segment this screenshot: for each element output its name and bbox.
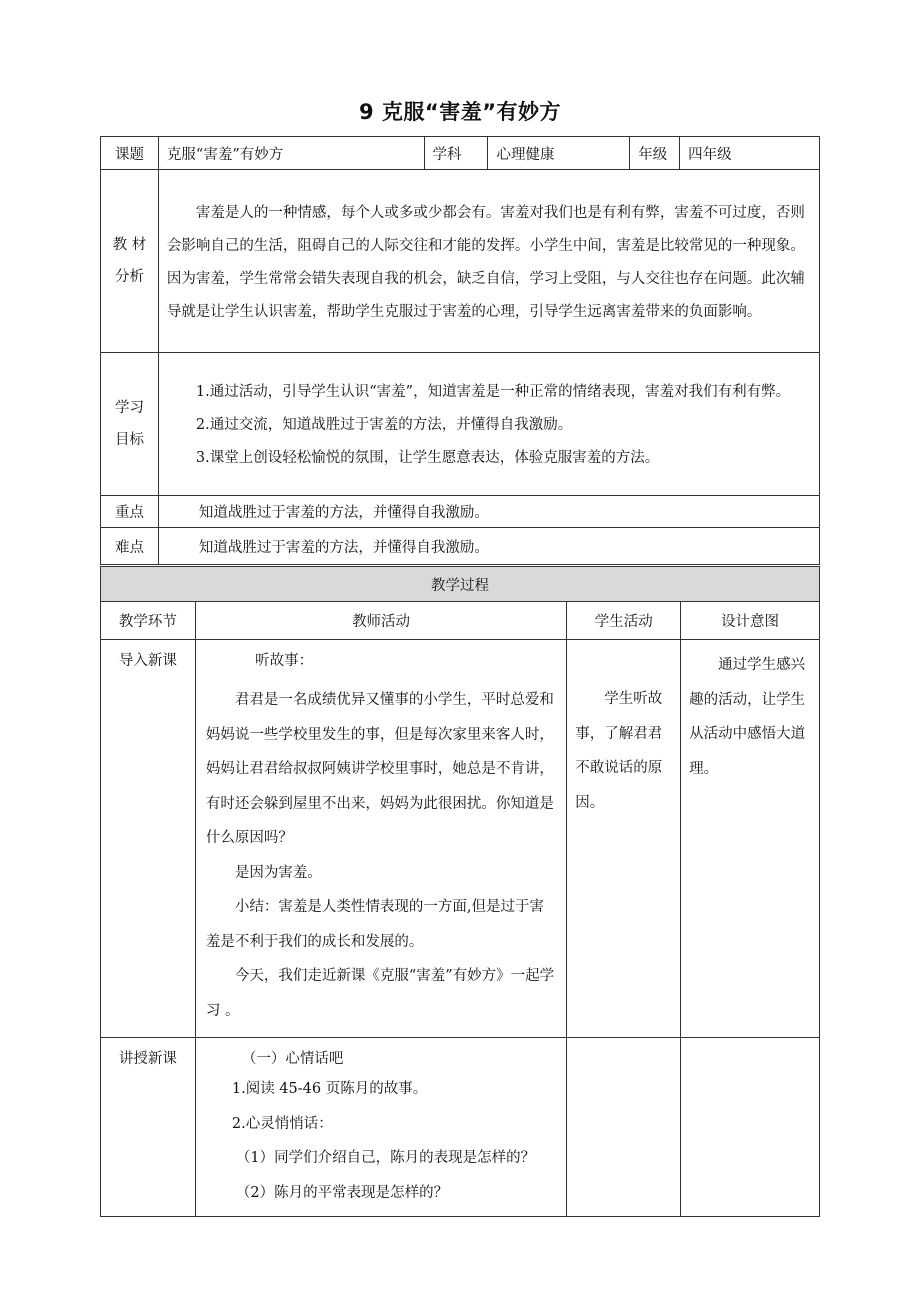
student-activity-cell xyxy=(567,640,681,1038)
analysis-label-line1: 教 材 xyxy=(112,237,147,253)
teacher-line: 今天，我们走近新课《克服“害羞”有妙方》一起学习 。 xyxy=(205,968,555,1019)
column-header: 教师活动 xyxy=(195,602,566,640)
difficulty-row xyxy=(101,528,820,565)
teacher-line: 听故事： xyxy=(255,653,314,669)
key-point-text: 知道战胜过于害羞的方法，并懂得自我激励。 xyxy=(158,496,819,528)
stage-label: 讲授新课 xyxy=(118,1051,177,1067)
difficulty-text: 知道战胜过于害羞的方法，并懂得自我激励。 xyxy=(158,528,819,565)
teacher-activity-cell xyxy=(195,1038,566,1217)
teacher-line: （2）陈月的平常表现是怎样的？ xyxy=(235,1184,449,1201)
intro-row xyxy=(101,640,820,1038)
difficulty-label: 难点 xyxy=(101,528,159,565)
topic-value: 克服“害羞”有妙方 xyxy=(158,137,424,170)
grade-value: 四年级 xyxy=(680,137,820,170)
teacher-activity-cell xyxy=(195,640,566,1038)
analysis-label xyxy=(101,170,159,353)
process-header-row xyxy=(101,567,820,602)
subject-label: 学科 xyxy=(424,137,488,170)
teacher-line: 1.阅读 45-46 页陈月的故事。 xyxy=(231,1081,428,1097)
student-activity-cell xyxy=(567,1038,681,1217)
lecture-row xyxy=(101,1038,820,1217)
teacher-line: （1）同学们介绍自己，陈月的表现是怎样的？ xyxy=(235,1150,536,1166)
teacher-line: 2.心灵悄悄话： xyxy=(231,1115,333,1132)
analysis-row xyxy=(101,170,820,353)
objectives-label-line1: 学习 xyxy=(114,400,144,416)
objectives-row xyxy=(101,353,820,496)
design-intent-cell xyxy=(681,1038,820,1217)
objective-item: 1.通过活动，引导学生认识“害羞”，知道害羞是一种正常的情绪表现，害羞对我们有利有弊。 xyxy=(195,384,791,400)
key-point-row xyxy=(101,496,820,528)
topic-label: 课题 xyxy=(101,137,159,170)
design-intent-cell xyxy=(681,640,820,1038)
page-title: 9 克服“害羞”有妙方 xyxy=(358,100,562,124)
key-point-label: 重点 xyxy=(101,496,159,528)
grade-label: 年级 xyxy=(630,137,680,170)
teacher-line: 君君是一名成绩优异又懂事的小学生，平时总爱和妈妈说一些学校里发生的事，但是每次家里来客人时，妈妈让君君给叔叔阿姨讲学校里事时，她总是不肯讲，有时还会躲到屋里不出来，妈妈为此很困扰。你知道是什么原因吗？ xyxy=(205,692,554,846)
lesson-info-table xyxy=(100,136,820,565)
analysis-label-line2: 分析 xyxy=(114,269,144,285)
column-header: 设计意图 xyxy=(681,602,820,640)
student-activity: 学生听故事，了解君君不敢说话的原因。 xyxy=(575,691,663,811)
objective-item: 2.通过交流，知道战胜过于害羞的方法，并懂得自我激励。 xyxy=(195,417,573,433)
stage-cell xyxy=(101,1038,196,1217)
analysis-paragraph: 害羞是人的一种情感，每个人或多或少都会有。害羞对我们也是有利有弊，害羞不可过度，否则会影响自己的生活，阻碍自己的人际交往和才能的发挥。小学生中间，害羞是比较常见的一种现象。因为害羞，学生常常会错失表现自我的机会，缺乏自信，学习上受阻，与人交往也存在问题。此次辅导就是让学生认识害羞，帮助学生克服过于害羞的心理，引导学生远离害羞带来的负面影响。 xyxy=(166,204,805,320)
objective-item: 3.课堂上创设轻松愉悦的氛围，让学生愿意表达，体验克服害羞的方法。 xyxy=(195,450,660,466)
info-row xyxy=(101,137,820,170)
process-table xyxy=(100,566,820,1217)
objectives-label xyxy=(101,353,159,496)
column-header-row xyxy=(101,602,820,640)
analysis-text xyxy=(158,170,819,353)
stage-cell xyxy=(101,640,196,1038)
objectives-text xyxy=(158,353,819,496)
process-header: 教学过程 xyxy=(101,567,820,602)
objectives-label-line2: 目标 xyxy=(114,432,144,448)
design-intent: 通过学生感兴趣的活动，让学生从活动中感悟大道理。 xyxy=(689,657,806,777)
teacher-line: （一）心情话吧 xyxy=(241,1051,344,1067)
stage-label: 导入新课 xyxy=(118,653,177,669)
column-header: 学生活动 xyxy=(567,602,681,640)
subject-value: 心理健康 xyxy=(488,137,630,170)
teacher-line: 是因为害羞。 xyxy=(234,864,322,881)
teacher-line: 小结：害羞是人类性情表现的一方面,但是过于害羞是不利于我们的成长和发展的。 xyxy=(205,899,544,950)
column-header: 教学环节 xyxy=(101,602,196,640)
